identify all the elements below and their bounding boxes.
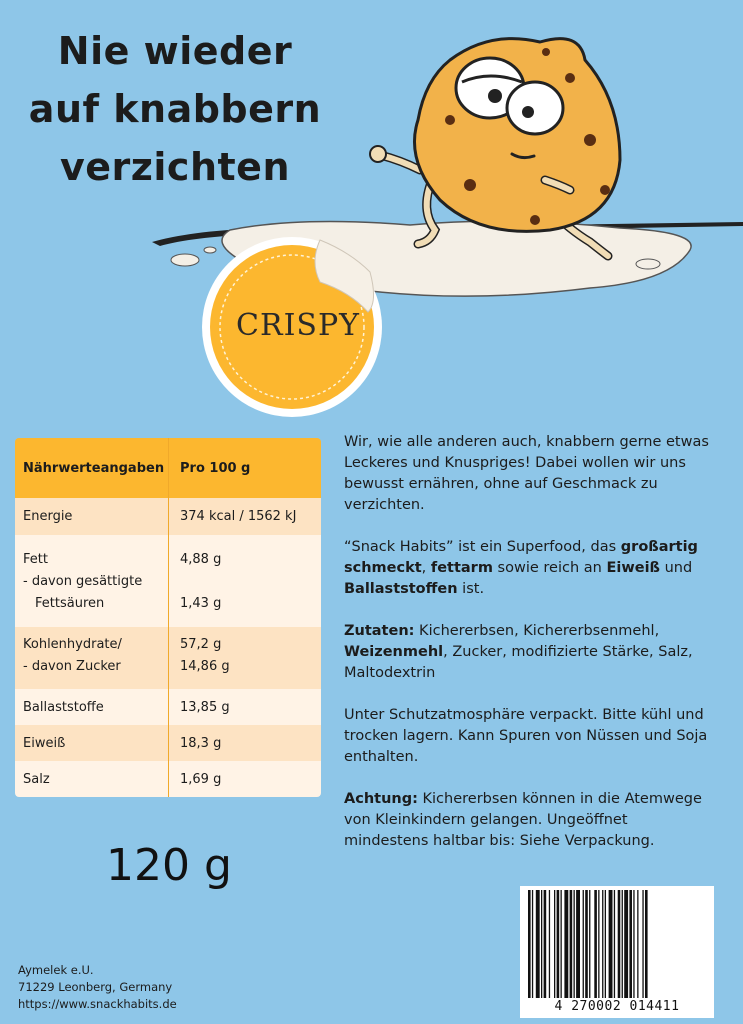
barcode-bar — [564, 890, 568, 998]
barcode-bar — [557, 890, 560, 998]
barcode-bar — [561, 890, 562, 998]
table-row — [15, 498, 321, 535]
nutrient-value: 13,85 g — [180, 699, 230, 715]
barcode-bar — [642, 890, 643, 998]
barcode-bar — [528, 890, 531, 998]
table-row — [15, 761, 321, 797]
nutrient-value: 4,88 g — [180, 552, 222, 567]
nutrition-header-value: Pro 100 g — [180, 460, 251, 476]
nutrition-header-row — [15, 438, 321, 498]
barcode-bar — [574, 890, 575, 998]
barcode-bar — [541, 890, 542, 998]
barcode-bar — [576, 890, 580, 998]
storage-paragraph: Unter Schutzatmosphäre verpackt. Bitte kühl und trocken lagern. Kann Spuren von Nüssen und Soja enthalten. — [344, 707, 708, 765]
warning-paragraph: Achtung: Kichererbsen können in die Atemwege von Kleinkindern gelangen. Ungeöffnet mindestens haltbar bis: Siehe Verpackung. — [344, 791, 702, 849]
nutrient-sublabel: - davon Zucker — [23, 659, 121, 674]
barcode-bar — [602, 890, 603, 998]
barcode-bar — [622, 890, 623, 998]
barcode-bar — [549, 890, 550, 998]
company-address — [18, 962, 177, 1013]
nutrient-label: Eiweiß — [15, 725, 169, 761]
barcode — [520, 886, 714, 1018]
ingredients-paragraph: Zutaten: Kichererbsen, Kichererbsenmehl, Weizenmehl, Zucker, modifizierte Stärke, Salz, Maltodextrin — [344, 623, 693, 681]
nutrient-subvalue: 1,43 g — [180, 596, 222, 611]
nutrient-value: 18,3 g — [180, 735, 222, 751]
barcode-bar — [633, 890, 634, 998]
barcode-bar — [614, 890, 615, 998]
nutrient-subvalue: 14,86 g — [180, 659, 230, 674]
barcode-bar — [570, 890, 573, 998]
table-row — [15, 535, 321, 627]
barcode-bar — [624, 890, 628, 998]
nutrient-label: Fett — [23, 552, 48, 567]
nutrient-value: 374 kcal / 1562 kJ — [180, 509, 297, 524]
table-row — [15, 627, 321, 689]
nutrient-label: Ballaststoffe — [15, 689, 169, 725]
table-row — [15, 725, 321, 761]
company-website: https://www.snackhabits.de — [18, 997, 177, 1011]
barcode-bar — [532, 890, 533, 998]
headline-line-2: auf knabbern — [28, 87, 322, 131]
barcode-bar — [605, 890, 606, 998]
headline-line-3: verzichten — [60, 145, 290, 189]
headline-line-1: Nie wieder — [57, 29, 293, 73]
nutrition-header-label: Nährwerteangaben — [15, 438, 169, 498]
barcode-bar — [594, 890, 597, 998]
company-name: Aymelek e.U. — [18, 963, 94, 977]
nutrient-label: Energie — [15, 498, 169, 535]
barcode-bar — [609, 890, 613, 998]
nutrition-table — [15, 438, 321, 797]
net-weight: 120 g — [106, 840, 232, 891]
superfood-paragraph: “Snack Habits” ist ein Superfood, das großartig schmeckt, fettarm sowie reich an Eiweiß und Ballaststoffen ist. — [344, 539, 698, 597]
nutrient-label: Kohlenhydrate/ — [23, 637, 122, 652]
barcode-number: 4 270002 014411 — [520, 999, 714, 1014]
nutrient-sublabel: Fettsäuren — [35, 596, 105, 611]
barcode-bar — [585, 890, 588, 998]
barcode-bar — [583, 890, 584, 998]
barcode-bar — [589, 890, 590, 998]
nutrient-value: 57,2 g — [180, 637, 222, 652]
company-city: 71229 Leonberg, Germany — [18, 980, 173, 994]
nutrient-sublabel: - davon gesättigte — [23, 574, 143, 589]
description-text — [344, 432, 714, 873]
barcode-bar — [598, 890, 599, 998]
barcode-bar — [645, 890, 648, 998]
intro-paragraph: Wir, wie alle anderen auch, knabbern gerne etwas Leckeres und Knuspriges! Dabei wollen wir uns bewusst ernähren, ohne auf Geschmack zu verzichten. — [344, 434, 709, 513]
barcode-bar — [544, 890, 547, 998]
barcode-bar — [629, 890, 632, 998]
barcode-bar — [554, 890, 555, 998]
barcode-bar — [637, 890, 638, 998]
barcode-bar — [618, 890, 621, 998]
nutrient-label: Salz — [15, 761, 169, 797]
barcode-bar — [536, 890, 540, 998]
crispy-label: CRISPY — [236, 308, 360, 343]
nutrient-value: 1,69 g — [180, 771, 222, 787]
table-row — [15, 689, 321, 725]
